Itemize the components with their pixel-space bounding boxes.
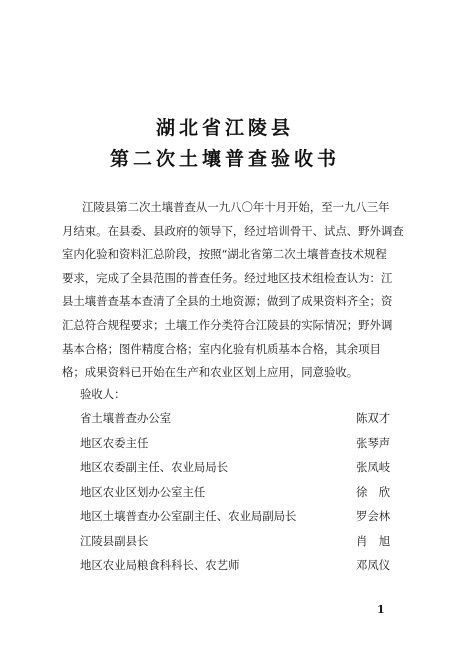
body-line: 要求，完成了全县范围的普查任务。经过地区技术组检查认为：江: [62, 270, 393, 285]
signer-row: [0, 508, 450, 533]
body-line: 江陵县第二次土壤普查从一九八〇年十月开始，至一九八三年: [82, 200, 390, 214]
signer-row: [0, 484, 450, 509]
body-line: 格；成果资料已开始在生产和农业区划上应用，同意验收。: [62, 365, 359, 380]
signer-role: 省土壤普查办公室: [80, 411, 172, 425]
signer-name: 罗会林: [356, 509, 391, 523]
signer-role: 地区农委主任: [80, 435, 149, 450]
signer-role: 地区农委副主任、农业局局长: [80, 460, 229, 474]
body-line: 县土壤普查基本查清了全县的土地资源；做到了成果资料齐全；资: [62, 294, 393, 309]
signer-role: 地区农业区划办公室主任: [80, 484, 206, 499]
signer-row: [0, 533, 450, 558]
signer-row: [0, 410, 450, 435]
signer-role: 地区农业局粮食科科长、农艺师: [80, 558, 240, 572]
signer-row: [0, 557, 450, 582]
signer-role: 地区土壤普查办公室副主任、农业局副局长: [80, 509, 297, 523]
body-line: 月结束。在县委、县政府的领导下，经过培训骨干、试点、野外调查: [62, 223, 404, 238]
page-number: 1: [377, 603, 385, 616]
signer-name: 张琴声: [356, 435, 391, 450]
signers-label: 验收人：: [80, 387, 126, 401]
body-line: 基本合格；图件精度合格；室内化验有机质基本合格，其余项目: [62, 341, 381, 356]
signer-name: 张凤岐: [356, 460, 391, 474]
body-line: 室内化验和资料汇总阶段，按照“湖北省第二次土壤普查技术规程: [62, 247, 387, 262]
title-line-2: 第二次土壤普查验收书: [109, 148, 340, 170]
signer-row: [0, 459, 450, 484]
signer-role: 江陵县副县长: [80, 533, 149, 548]
signer-row: [0, 435, 450, 460]
signers-list: [0, 410, 450, 582]
signer-name: 肖 旭: [356, 533, 391, 548]
body-line: 汇总符合规程要求；土壤工作分类符合江陵县的实际情况；野外调: [62, 317, 393, 332]
title-line-1: 湖北省江陵县: [155, 117, 294, 139]
signer-name: 徐 欣: [356, 484, 391, 499]
signer-name: 陈双才: [356, 411, 391, 425]
body-paragraph: [62, 196, 450, 385]
signer-name: 邓凤仪: [356, 558, 391, 572]
